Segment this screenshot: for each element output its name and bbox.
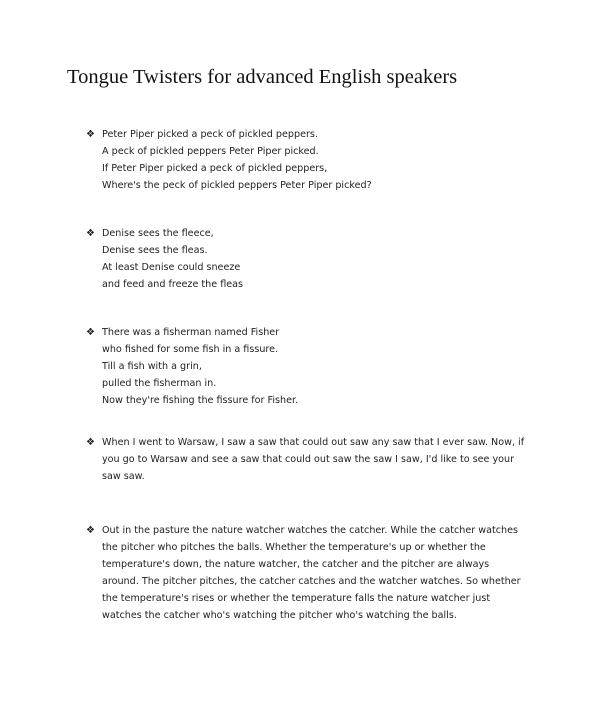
list-item-text xyxy=(102,324,298,409)
text-line: and feed and freeze the fleas xyxy=(102,279,244,290)
text-line: Out in the pasture the nature watcher watches the catcher. While the catcher watches xyxy=(102,525,519,536)
text-line: Till a fish with a grin, xyxy=(102,361,202,372)
text-line: pulled the fisherman in. xyxy=(102,378,217,389)
diamond-bullet-icon: ❖ xyxy=(86,525,95,536)
text-line: There was a fisherman named Fisher xyxy=(102,327,280,338)
text-line: Denise sees the fleece, xyxy=(102,228,214,239)
text-line: around. The pitcher pitches, the catcher catches and the watcher watches. So whether xyxy=(102,576,521,587)
list-item-text xyxy=(102,225,243,293)
text-line: Denise sees the fleas. xyxy=(102,245,208,256)
list-item-text xyxy=(102,126,372,194)
text-line: At least Denise could sneeze xyxy=(102,262,241,273)
text-line: When I went to Warsaw, I saw a saw that could out saw any saw that I ever saw. Now, if xyxy=(102,437,525,448)
text-line: the pitcher who pitches the balls. Whether the temperature's up or whether the xyxy=(102,542,486,553)
text-line: If Peter Piper picked a peck of pickled peppers, xyxy=(102,163,328,174)
list-item xyxy=(86,324,298,409)
document-title: Tongue Twisters for advanced English speakers xyxy=(67,66,458,88)
text-line: Where's the peck of pickled peppers Peter Piper picked? xyxy=(102,180,372,191)
text-line: saw saw. xyxy=(102,471,145,482)
diamond-bullet-icon: ❖ xyxy=(86,327,95,338)
text-line: watches the catcher who's watching the pitcher who's watching the balls. xyxy=(102,610,457,621)
list-item xyxy=(86,225,243,293)
text-line: Now they're fishing the fissure for Fisher. xyxy=(102,395,299,406)
list-item xyxy=(86,434,524,485)
list-item-text xyxy=(102,522,521,624)
text-line: who fished for some fish in a fissure. xyxy=(102,344,279,355)
list-item xyxy=(86,522,521,624)
list-item-text xyxy=(102,434,524,485)
diamond-bullet-icon: ❖ xyxy=(86,228,95,239)
text-line: the temperature's rises or whether the temperature falls the nature watcher just xyxy=(102,593,491,604)
text-line: temperature's down, the nature watcher, the catcher and the pitcher are always xyxy=(102,559,490,570)
diamond-bullet-icon: ❖ xyxy=(86,437,95,448)
text-line: Peter Piper picked a peck of pickled peppers. xyxy=(102,129,318,140)
list-item xyxy=(86,126,372,194)
text-line: A peck of pickled peppers Peter Piper picked. xyxy=(102,146,319,157)
text-line: you go to Warsaw and see a saw that could out saw the saw I saw, I'd like to see your xyxy=(102,454,515,465)
diamond-bullet-icon: ❖ xyxy=(86,129,95,140)
